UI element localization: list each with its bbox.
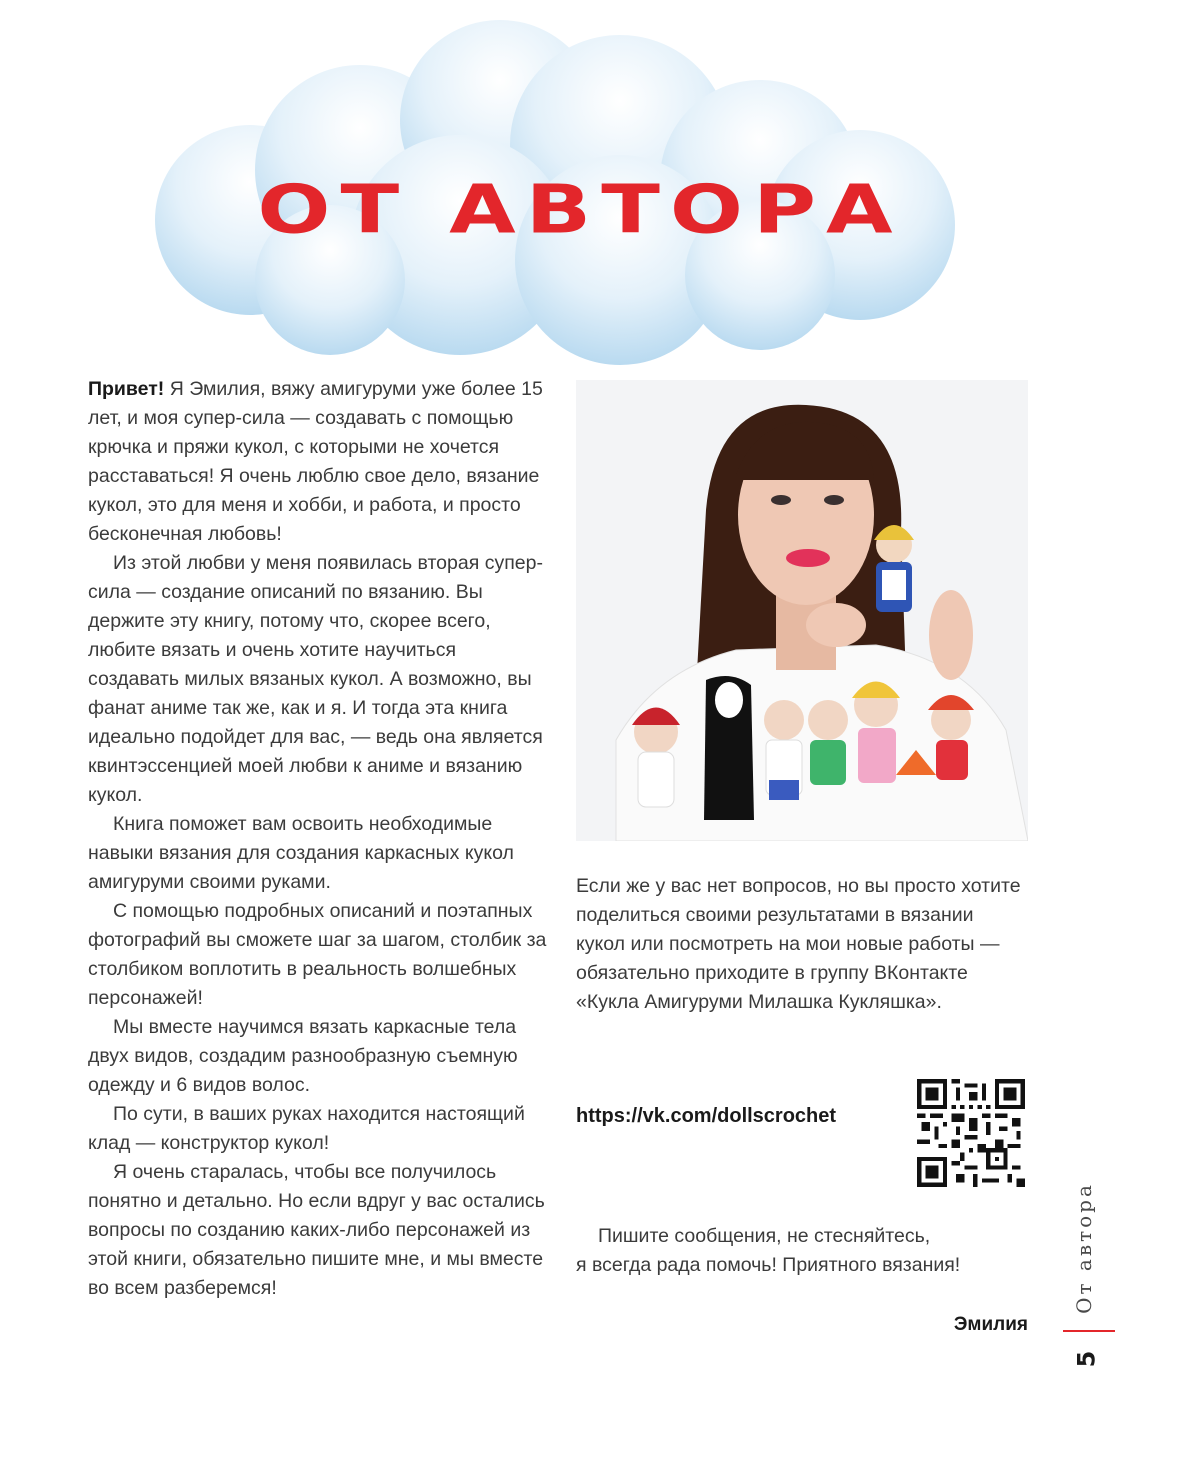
intro-paragraph [88,375,550,549]
page-title: ОТ АВТОРА [257,171,903,249]
body-paragraph: Я очень старалась, чтобы все получилось понятно и детально. Но если вдруг у вас остались вопросы по созданию каких-либо персонажей из этой книги, обязательно пишите мне, и мы вместе во всем разберемся! [88,1161,545,1299]
intro-lead: Привет! [88,378,165,400]
body-paragraph: Мы вместе научимся вязать каркасные тела двух видов, создадим разнообразную съемную одежду и 6 видов волос. [88,1016,518,1096]
body-paragraph: По сути, в ваших руках находится настоящий клад — конструктор кукол! [88,1103,525,1154]
closing-line-1: Пишите сообщения, не стесняйтесь, [598,1225,931,1247]
vk-group-link[interactable]: https://vk.com/dollscrochet [576,1105,837,1127]
page-number [1062,1345,1110,1385]
contact-text-column [576,872,1026,1017]
running-head [1060,1178,1108,1318]
author-signature: Эмилия [953,1314,1028,1335]
body-paragraph: Из этой любви у меня появилась вторая супер-сила — создание описаний по вязанию. Вы держите эту книгу, потому что, скорее всего, любите вязать и очень хотите научиться создавать милых вязаных кукол. А возможно, вы фанат аниме так же, как и я. И тогда эта книга идеально подойдет для вас, — ведь она является квинтэссенцией моей любви к аниме и вязанию кукол. [88,552,543,806]
intro-text: Я Эмилия, вяжу амигуруми уже более 15 лет, и моя супер-сила — создавать с помощью крючка и пряжи кукол, с которыми не хочется расставаться! Я очень люблю свое дело, вязание кукол, это для меня и хобби, и работа, и просто бесконечная любовь! [88,378,543,545]
body-paragraph: Книга поможет вам освоить необходимые навыки вязания для создания каркасных кукол амигуруми своими руками. [88,813,514,893]
page-number-text: 5 [1071,1350,1100,1368]
body-paragraph: С помощью подробных описаний и поэтапных фотографий вы сможете шаг за шагом, столбик за столбиком воплотить в реальность волшебных персонажей! [88,900,547,1009]
main-text-column [88,375,550,1303]
running-head-text: От автора [1072,1182,1096,1314]
side-divider [1063,1330,1115,1332]
closing-line-2: я всегда рада помочь! Приятного вязания! [576,1254,961,1276]
author-photo [576,380,1028,841]
closing-block [576,1222,1026,1280]
qr-code-icon [917,1079,1025,1187]
contact-paragraph: Если же у вас нет вопросов, но вы просто хотите поделиться своими результатами в вязании кукол или посмотреть на мои новые работы — обязательно приходите в группу ВКонтакте «Кукла Амигуруми Милашка Кукляшка». [576,875,1021,1013]
